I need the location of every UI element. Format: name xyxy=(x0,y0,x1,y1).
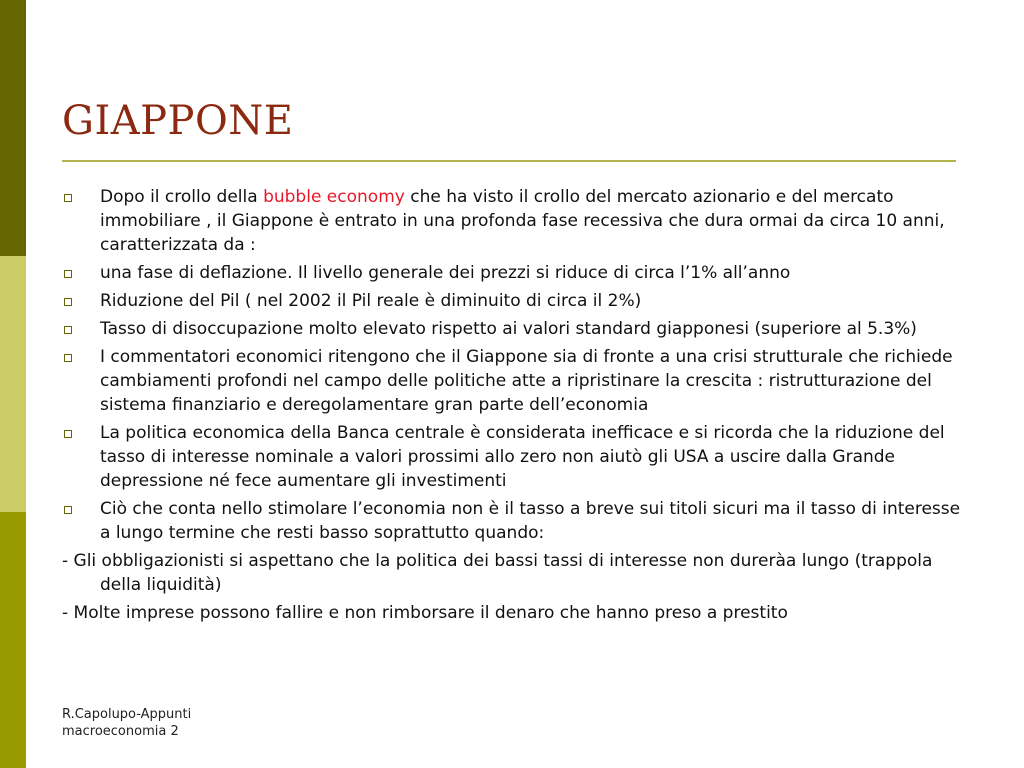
bullet-item xyxy=(62,345,962,417)
footer xyxy=(62,706,191,740)
square-bullet-icon xyxy=(64,194,72,202)
bullet-item xyxy=(62,317,962,341)
footer-author: R.Capolupo-Appunti xyxy=(62,707,192,722)
bullet-text: Tasso di disoccupazione molto elevato rispetto ai valori standard giapponesi (superiore al 5.3%) xyxy=(100,319,917,339)
side-bar-middle xyxy=(0,256,26,512)
bullet-item xyxy=(62,289,962,313)
square-bullet-icon xyxy=(64,298,72,306)
bullet-text: che ha visto il crollo del mercato azionario e del mercato immobiliare , il Giappone è entrato in una profonda fase recessiva che dura ormai da circa 10 anni, caratterizzata da : xyxy=(100,187,945,255)
bullet-item xyxy=(62,497,962,545)
title-divider xyxy=(62,160,956,162)
square-bullet-icon xyxy=(64,430,72,438)
square-bullet-icon xyxy=(64,354,72,362)
square-bullet-icon xyxy=(64,326,72,334)
square-bullet-icon xyxy=(64,270,72,278)
side-bar-bottom xyxy=(0,512,26,768)
bullet-text: Dopo il crollo della xyxy=(100,187,264,207)
slide-title: GIAPPONE xyxy=(62,98,294,144)
dash-item: - Molte imprese possono fallire e non rimborsare il denaro che hanno preso a prestito xyxy=(62,603,788,623)
slide-body xyxy=(62,185,962,629)
bullet-text: La politica economica della Banca centrale è considerata inefficace e si ricorda che la riduzione del tasso di interesse nominale a valori prossimi allo zero non aiutò gli USA a uscire dalla Grande depressione né fece aumentare gli investimenti xyxy=(100,423,945,491)
bullet-item xyxy=(62,421,962,493)
bullet-text: Ciò che conta nello stimolare l’economia non è il tasso a breve sui titoli sicuri ma il tasso di interesse a lungo termine che resti basso soprattutto quando: xyxy=(100,499,961,543)
bubble-economy-highlight: bubble economy xyxy=(263,187,405,207)
bullet-item xyxy=(62,185,962,257)
bullet-text: una fase di deflazione. Il livello generale dei prezzi si riduce di circa l’1% all’anno xyxy=(100,263,791,283)
bullet-text: I commentatori economici ritengono che il Giappone sia di fronte a una crisi strutturale che richiede cambiamenti profondi nel campo delle politiche atte a ripristinare la crescita : ristrutturazione del sistema finanziario e deregolamentare gran parte dell’economia xyxy=(100,347,953,415)
footer-course: macroeconomia 2 xyxy=(62,724,179,739)
side-bar-top xyxy=(0,0,26,256)
square-bullet-icon xyxy=(64,506,72,514)
bullet-item xyxy=(62,261,962,285)
dash-item: - Gli obbligazionisti si aspettano che la politica dei bassi tassi di interesse non dureràa lungo (trappola della liquidità) xyxy=(62,551,933,595)
bullet-text: Riduzione del Pil ( nel 2002 il Pil reale è diminuito di circa il 2%) xyxy=(100,291,642,311)
